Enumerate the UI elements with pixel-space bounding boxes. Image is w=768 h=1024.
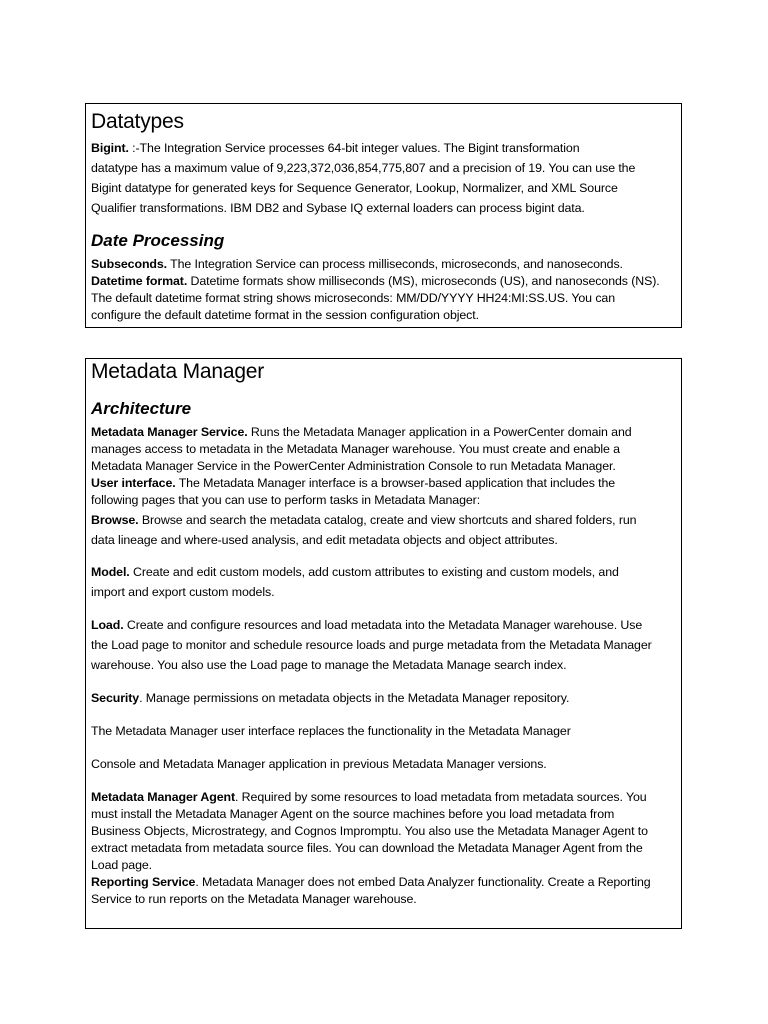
agent-line-1 xyxy=(91,789,676,806)
model-paragraph xyxy=(91,562,676,602)
datetime-default-line: The default datetime format string shows microseconds: MM/DD/YYYY HH24:MI:SS.US. You can xyxy=(91,291,615,305)
model-line-2: import and export custom models. xyxy=(91,585,275,599)
replaces-line-2: Console and Metadata Manager application in previous Metadata Manager versions. xyxy=(91,757,547,771)
browse-text: Browse and search the metadata catalog, create and view shortcuts and shared folders, run xyxy=(138,513,637,527)
agent-text: . Required by some resources to load metadata from metadata sources. You xyxy=(235,790,647,804)
agent-label: Metadata Manager Agent xyxy=(91,790,235,804)
metadata-manager-title: Metadata Manager xyxy=(91,360,265,383)
bigint-line-3: Bigint datatype for generated keys for Sequence Generator, Lookup, Normalizer, and XML Source xyxy=(91,181,618,195)
security-label: Security xyxy=(91,691,140,705)
subseconds-line xyxy=(91,256,676,273)
load-label: Load. xyxy=(91,618,124,632)
agent-line-5: Load page. xyxy=(91,858,153,872)
architecture-title: Architecture xyxy=(91,399,192,418)
mms-label: Metadata Manager Service. xyxy=(91,425,248,439)
security-paragraph xyxy=(91,688,676,708)
reporting-label: Reporting Service xyxy=(91,875,196,889)
browse-paragraph xyxy=(91,510,676,550)
load-line-2: the Load page to monitor and schedule resource loads and purge metadata from the Metadata Manager xyxy=(91,638,652,652)
date-processing-paragraph xyxy=(91,256,676,324)
reporting-text: . Metadata Manager does not embed Data Analyzer functionality. Create a Reporting xyxy=(195,875,651,889)
reporting-line-1 xyxy=(91,874,676,891)
agent-line-3: Business Objects, Microstrategy, and Cognos Impromptu. You also use the Metadata Manager Agent to xyxy=(91,824,648,838)
ui-label: User interface. xyxy=(91,476,176,490)
agent-line-4: extract metadata from metadata source files. You can download the Metadata Manager Agent from the xyxy=(91,841,643,855)
load-line-3: warehouse. You also use the Load page to manage the Metadata Manage search index. xyxy=(91,658,567,672)
ui-text: The Metadata Manager interface is a browser-based application that includes the xyxy=(175,476,616,490)
model-label: Model. xyxy=(91,565,130,579)
replaces-line-1: The Metadata Manager user interface replaces the functionality in the Metadata Manager xyxy=(91,724,571,738)
replaces-paragraph-1 xyxy=(91,721,676,741)
security-text: . Manage permissions on metadata objects in the Metadata Manager repository. xyxy=(139,691,570,705)
security-line xyxy=(91,688,676,708)
mms-line-1 xyxy=(91,424,676,441)
bigint-text-1: :-The Integration Service processes 64-bit integer values. The Bigint transformation xyxy=(128,141,580,155)
datatypes-title: Datatypes xyxy=(91,110,184,133)
agent-reporting-paragraph xyxy=(91,789,676,908)
datetime-format-text: Datetime formats show milliseconds (MS), microseconds (US), and nanoseconds (NS). xyxy=(187,274,660,288)
ui-line-2: following pages that you can use to perform tasks in Metadata Manager: xyxy=(91,493,481,507)
metadata-manager-section xyxy=(85,358,682,929)
ui-line-1 xyxy=(91,475,676,492)
bigint-label: Bigint. xyxy=(91,141,129,155)
browse-line-2: data lineage and where-used analysis, and edit metadata objects and object attributes. xyxy=(91,533,558,547)
datetime-format-line xyxy=(91,273,676,290)
browse-label: Browse. xyxy=(91,513,139,527)
bigint-line-2: datatype has a maximum value of 9,223,372,036,854,775,807 and a precision of 19. You can use the xyxy=(91,161,636,175)
mms-ui-paragraph xyxy=(91,424,676,509)
mms-line-3: Metadata Manager Service in the PowerCenter Administration Console to run Metadata Manager. xyxy=(91,459,616,473)
bigint-line-4: Qualifier transformations. IBM DB2 and Sybase IQ external loaders can process bigint data. xyxy=(91,201,585,215)
model-line-1 xyxy=(91,562,676,582)
subseconds-label: Subseconds. xyxy=(91,257,168,271)
bigint-paragraph xyxy=(91,138,676,218)
subseconds-text: The Integration Service can process milliseconds, microseconds, and nanoseconds. xyxy=(167,257,623,271)
model-text: Create and edit custom models, add custom attributes to existing and custom models, and xyxy=(129,565,619,579)
agent-line-2: must install the Metadata Manager Agent on the source machines before you load metadata from xyxy=(91,807,615,821)
mms-text: Runs the Metadata Manager application in a PowerCenter domain and xyxy=(247,425,632,439)
reporting-line-2: Service to run reports on the Metadata Manager warehouse. xyxy=(91,892,417,906)
datetime-config-line: configure the default datetime format in the session configuration object. xyxy=(91,308,479,322)
bigint-line-1 xyxy=(91,138,676,158)
datatypes-section xyxy=(85,103,682,328)
load-text: Create and configure resources and load metadata into the Metadata Manager warehouse. Use xyxy=(123,618,643,632)
browse-line-1 xyxy=(91,510,676,530)
load-paragraph xyxy=(91,615,676,675)
mms-line-2: manages access to metadata in the Metadata Manager warehouse. You must create and enable a xyxy=(91,442,620,456)
date-processing-title: Date Processing xyxy=(91,231,225,250)
datetime-format-label: Datetime format. xyxy=(91,274,188,288)
load-line-1 xyxy=(91,615,676,635)
replaces-paragraph-2 xyxy=(91,754,676,774)
